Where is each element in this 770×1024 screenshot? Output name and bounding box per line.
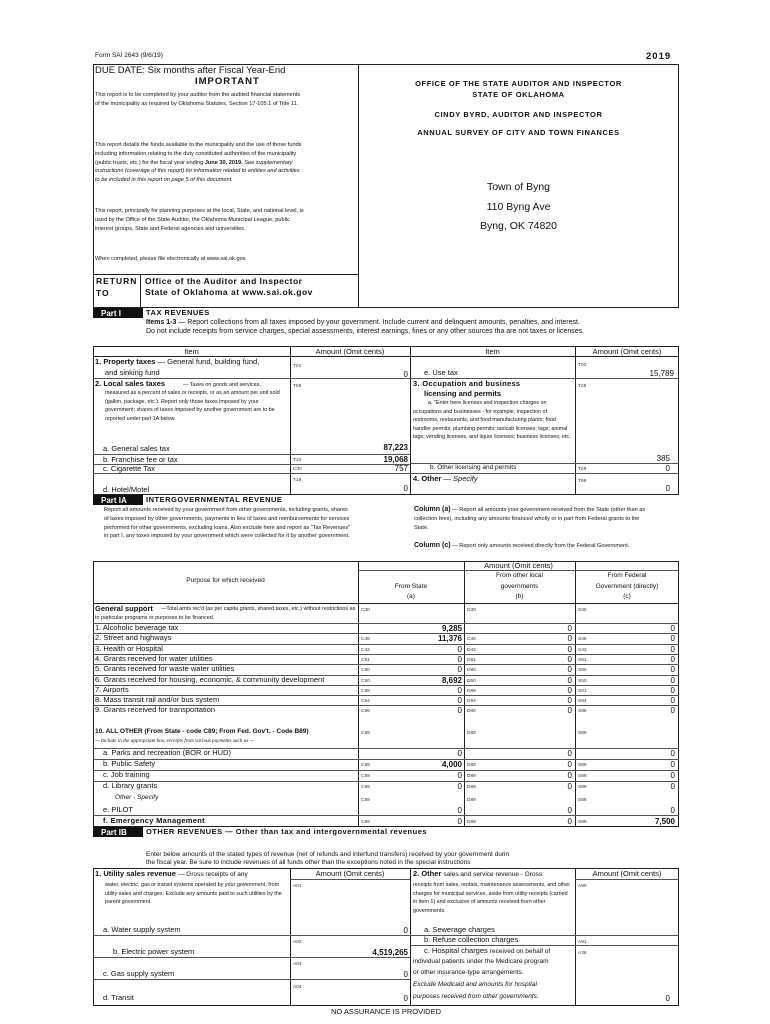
- ia-row-code-b: D80: [467, 668, 476, 674]
- ia-row-value-b[interactable]: 0: [567, 696, 572, 706]
- ia-row-code-c: S50: [578, 678, 587, 684]
- ia-row-label: 9. Grants received for transportation: [95, 705, 216, 715]
- all-other-code-c: S89: [578, 731, 587, 736]
- ia-subrow-value-a[interactable]: 4,000: [441, 760, 462, 769]
- ia-row-code-c: S86: [578, 709, 587, 715]
- use-tax-code: T00: [578, 363, 587, 368]
- gas-label: c. Gas supply system: [103, 969, 175, 978]
- survey-title: ANNUAL SURVEY OF CITY AND TOWN FINANCES: [417, 128, 620, 137]
- col-c-title: From Federal: [607, 572, 647, 579]
- ia-subrow-value-c[interactable]: 0: [670, 771, 675, 780]
- ia-row-value-c[interactable]: 0: [670, 624, 675, 633]
- property-taxes-code: T01: [293, 364, 302, 369]
- sales-taxes-code: T09: [293, 384, 302, 389]
- ia-subrow-value-a[interactable]: 0: [457, 771, 462, 780]
- emergency-code-a: C89: [361, 820, 370, 825]
- part-ia-tag: Part IA: [93, 495, 143, 505]
- ia-subrow-code-b: D89: [467, 785, 476, 790]
- ia-row-code-c: S01: [578, 688, 587, 694]
- ia-row-code-a: C50: [361, 678, 370, 684]
- other-licensing-value[interactable]: 0: [665, 464, 670, 473]
- ia-subrow-value-a[interactable]: 0: [457, 782, 462, 791]
- refuse-code: A81: [578, 940, 587, 945]
- ia-row-value-b[interactable]: 0: [567, 685, 572, 695]
- other-revenue-label: 2. Other sales and service revenue - Gross: [413, 869, 543, 878]
- gs-code-c: S30: [578, 608, 587, 613]
- emergency-code-c: S89: [578, 820, 587, 825]
- ia-row-code-b: D42: [467, 647, 476, 653]
- ia-subrow-code-c: S89: [578, 785, 587, 790]
- ia-row-label: 6. Grants received for housing, economic, & community development: [95, 674, 325, 684]
- ia-row-value-b[interactable]: 0: [567, 706, 572, 716]
- hospital-label: c. Hospital charges received on behalf of: [424, 946, 551, 955]
- row-divider: [93, 770, 679, 771]
- ia-row-value-b[interactable]: 0: [567, 665, 572, 675]
- all-other-code-a: C89: [361, 731, 370, 736]
- hospital-desc-1: individual patients under the Medicare program: [413, 958, 549, 965]
- occupation-code: T28: [578, 384, 587, 389]
- ia-row-code-c: S46: [578, 637, 587, 643]
- ia-row-label: 5. Grants received for waste water utilities: [95, 664, 235, 674]
- ia-subrow-label: b. Public Safety: [103, 759, 156, 768]
- ia-subrow-value-b[interactable]: 0: [567, 760, 572, 769]
- other-tax-code: T99: [578, 479, 587, 484]
- ia-row-value-a[interactable]: 9,285: [441, 624, 462, 633]
- ia-row-code-a: C86: [361, 709, 370, 715]
- col-item-left: Item: [184, 347, 199, 356]
- emergency-value-c[interactable]: 7,500: [654, 817, 675, 826]
- ia-subrow-label: a. Parks and recreation (BOR or HUD): [103, 748, 231, 757]
- ia-subrow-value-c[interactable]: 0: [670, 782, 675, 791]
- due-date: DUE DATE: Six months after Fiscal Year-End: [95, 65, 286, 76]
- other-licensing-label: b. Other licensing and permits: [430, 464, 517, 471]
- ia-row-value-c[interactable]: 0: [670, 706, 675, 716]
- ia-row-code-a: C91: [361, 657, 370, 663]
- intro-paragraph: This report is to be completed by your auditor from the audited financial statements of the municipality as required by Oklahoma Statutes, Section 17-105.1 of Title 11.: [95, 92, 301, 107]
- occupation-desc: a. "Enter here licenses and inspection charges on occupations and businesses - for example, inspection of restrooms, restaurants, and food manufacturing plants; food handler permits; plumbing permits; taxicab licenses; tags; animal tags; vending licenses, and liquor licenses; business licenses; etc.: [413, 400, 571, 441]
- other-tax-value[interactable]: 0: [665, 484, 670, 493]
- col-a-letter: (a): [407, 593, 415, 600]
- franchise-code: T10: [293, 458, 302, 463]
- ia-row-value-c[interactable]: 0: [670, 654, 675, 664]
- office-state: STATE OF OKLAHOMA: [472, 90, 565, 99]
- ia-row-code-a: C42: [361, 647, 370, 653]
- column-a-note: Column (a) — Report all amounts your government received from the State (other than as collection fees), including any amounts financed wholly or in part from Federal grants to the State.: [414, 506, 646, 531]
- ia-row-value-a[interactable]: 0: [457, 696, 462, 706]
- part-ia-instructions: Report all amounts received by your government from other governments, including grants, shares of taxes imposed by other governments, payments in lieu of taxes and reimbursements for services performed for other governments, excluding loans. Also exclude here and report as "Tax Revenues" in part I, any taxes imposed by your government which were collected for it by another government.: [104, 507, 351, 540]
- utility-code: A01: [293, 884, 302, 889]
- sewerage-label: a. Sewerage charges: [424, 925, 495, 934]
- part-ia-table: [93, 561, 679, 827]
- other-tax-label: 4. Other — Specify: [413, 474, 478, 483]
- other-revenue-code: A80: [578, 884, 587, 889]
- part-ib-intro-1: Enter below amounts of the stated types of revenue (net of refunds and interfund transfers) received by your government durin: [146, 851, 510, 858]
- gs-code-a: C30: [361, 608, 370, 613]
- ia-row-label: 7. Airports: [95, 684, 129, 694]
- emergency-value-b[interactable]: 0: [567, 817, 572, 826]
- occupation-label-2: licensing and permits: [424, 389, 502, 398]
- ia-subrow-label: c. Job training: [103, 770, 150, 779]
- ia-row-value-a[interactable]: 0: [457, 685, 462, 695]
- row-divider: [93, 759, 679, 760]
- property-taxes-desc: and sinking fund: [105, 368, 160, 377]
- all-other-note: — Include in the appropriate box, receipts from various payments such as —: [95, 738, 255, 744]
- part-ib-title: OTHER REVENUES — Other than tax and intergovernmental revenues: [146, 827, 428, 836]
- col-a-title: From State: [394, 583, 428, 590]
- pilot-label: e. PILOT: [103, 805, 134, 814]
- franchise-value[interactable]: 19,068: [383, 455, 408, 464]
- electric-label: b. Electric power system: [113, 947, 195, 956]
- ia-row-value-a[interactable]: 8,692: [441, 675, 462, 685]
- town-name: Town of Byng: [486, 181, 551, 193]
- cigarette-label: c. Cigarette Tax: [103, 464, 155, 473]
- return-address-line2: State of Oklahoma at www.sai.ok.gov: [145, 287, 313, 297]
- ia-row-value-a[interactable]: 0: [457, 654, 462, 664]
- return-to-label: TO: [96, 288, 110, 298]
- cigarette-code: C30: [293, 467, 302, 472]
- transit-code: A04: [293, 985, 302, 990]
- water-value[interactable]: 0: [403, 926, 408, 935]
- all-other-label: 10. ALL OTHER (From State - code C89; From Fed. Gov't. - Code B89): [95, 728, 309, 735]
- pilot-value-b[interactable]: 0: [567, 806, 572, 815]
- electric-code: A02: [293, 940, 302, 945]
- ia-subrow-code-b: D89: [467, 774, 476, 779]
- form-id: Form SAI 2643 (9/6/19): [95, 52, 163, 59]
- return-address-line1: Office of the Auditor and Inspector: [145, 276, 303, 286]
- ia-row-code-a: C89: [361, 688, 370, 694]
- important-label: IMPORTANT: [195, 76, 260, 87]
- ia-row-code-b: D91: [467, 657, 476, 663]
- emergency-value-a[interactable]: 0: [457, 817, 462, 826]
- row-divider: [93, 633, 679, 634]
- part-ia-title: INTERGOVERNMENTAL REVENUE: [146, 495, 283, 504]
- hospital-desc-2: or other insurance-type arrangements.: [413, 969, 524, 976]
- sales-taxes-label: 2. Local sales taxes: [95, 379, 166, 388]
- occupation-label: 3. Occupation and business: [413, 379, 521, 388]
- ia-row-value-a[interactable]: 0: [457, 665, 462, 675]
- form-year: 2019: [646, 51, 672, 62]
- office-title: OFFICE OF THE STATE AUDITOR AND INSPECTOR: [415, 79, 622, 88]
- general-sales-label: a. General sales tax: [103, 444, 170, 453]
- ia-row-code-c: S91: [578, 657, 587, 663]
- part-i-tag: Part I: [93, 308, 143, 318]
- other-code-c: S89: [578, 798, 587, 803]
- ia-row-value-b[interactable]: 0: [567, 624, 572, 633]
- ia-row-value-c[interactable]: 0: [670, 696, 675, 706]
- other-code-b: D89: [467, 798, 476, 803]
- ia-row-value-a[interactable]: 0: [457, 706, 462, 716]
- electric-value[interactable]: 4,519,265: [372, 948, 408, 957]
- details-paragraph: This report details the funds available to the municipality and the use of those funds including information relating to the duty constituted authorities of the municipality (public trusts, etc.) for the fiscal year ending June 30, 2019. See supplementary instructions (coverage of this report) for information related to entities and activities to be included in this report on page 5 of this document.: [95, 142, 302, 184]
- amount-header: Amount (Omit cents): [484, 561, 553, 570]
- all-other-code-b: D89: [467, 731, 476, 736]
- ia-row-value-a[interactable]: 11,376: [437, 634, 462, 644]
- col-amount-left: Amount (Omit cents): [315, 347, 385, 356]
- col-b-letter: (b): [515, 593, 524, 600]
- ia-row-value-b[interactable]: 0: [567, 654, 572, 664]
- property-taxes-label: 1. Property taxes — General fund, building fund,: [95, 357, 260, 366]
- part-ib-tag: Part IB: [93, 827, 143, 837]
- ia-row-code-c: S80: [578, 668, 587, 674]
- hotel-code: T19: [293, 478, 302, 483]
- ia-subrow-code-c: S89: [578, 774, 587, 779]
- return-label: RETURN: [96, 276, 138, 286]
- ia-row-value-c[interactable]: 0: [670, 644, 675, 654]
- hospital-code: A36: [578, 951, 587, 956]
- emergency-label: f. Emergency Management: [103, 816, 205, 825]
- ia-row-value-c[interactable]: 0: [670, 685, 675, 695]
- hospital-desc-3: Exclude Medicaid and amounts for hospital: [413, 981, 537, 988]
- ia-subrow-value-b[interactable]: 0: [567, 749, 572, 758]
- ia-subrow-code-b: D89: [467, 763, 476, 768]
- row-divider: [93, 623, 679, 624]
- part-i-title: TAX REVENUES: [146, 308, 210, 317]
- ia-row-code-a: C80: [361, 668, 370, 674]
- gs-code-b: D30: [467, 608, 476, 613]
- ia-row-value-c[interactable]: 0: [670, 665, 675, 675]
- franchise-label: b. Franchise fee or tax: [103, 455, 178, 464]
- col-amount-right: Amount (Omit cents): [592, 347, 662, 356]
- file-note: When completed, please file electronically at www.sai.ok.gov.: [95, 256, 247, 262]
- utility-desc: water, electric, gas or transit systems operated by your government, from utility sales and charges. Exclude any amounts paid to such utilities by the parent government.: [105, 882, 282, 906]
- general-support-desc: —Total amts rec'd (as per capita grants, shared taxes, etc.) without restrictions as to particular programs or purposes to be financed.: [95, 606, 356, 621]
- footer-disclaimer: NO ASSURANCE IS PROVIDED: [330, 1007, 442, 1016]
- hospital-desc-4: purposes received from other governments.: [413, 993, 539, 1000]
- other-revenue-desc: receipts from sales, rentals, maintenance assessments, and other charges for municipal services, aside from utility receipts (carried in item 1) and exclusive of amounts received from other governments.: [413, 882, 571, 914]
- row-divider: [93, 685, 679, 686]
- ia-row-value-b[interactable]: 0: [567, 644, 572, 654]
- ia-subrow-code-c: S89: [578, 763, 587, 768]
- gas-value[interactable]: 0: [403, 970, 408, 979]
- ia-row-value-a[interactable]: 0: [457, 644, 462, 654]
- ia-subrow-value-c[interactable]: 0: [670, 749, 675, 758]
- other-licensing-code: T29: [578, 467, 587, 472]
- col-b-subtitle: governments: [500, 583, 539, 590]
- ia-row-label: 3. Health or Hospital: [95, 643, 163, 653]
- town-address: 110 Byng Ave: [486, 201, 551, 213]
- sales-taxes-desc: — Taxes on goods and services, measured as a percent of sales or receipts, or as an amount per unit sold (gallon, package, etc.). Report only those taxes imposed by your government; shares of taxes imposed by another government are to be reported under part 1A below.: [105, 382, 280, 422]
- row-divider: [93, 781, 679, 782]
- part-ib-intro-2: the fiscal year. Be sure to include revenues of all funds other than the exceptions noted in the special instructions: [146, 859, 471, 866]
- ia-subrow-code-a: C89: [361, 785, 370, 790]
- use-tax-label: e. Use tax: [424, 368, 458, 377]
- pilot-value-a[interactable]: 0: [457, 806, 462, 815]
- utility-amount-header: Amount (Omit cents): [315, 869, 385, 878]
- ia-subrow-label: d. Library grants: [103, 781, 158, 790]
- utility-label: 1. Utility sales revenue — Gross receipts of any: [95, 869, 248, 878]
- purpose-header: Purpose for which received: [186, 577, 265, 584]
- office-auditor: CINDY BYRD, AUDITOR AND INSPECTOR: [434, 110, 603, 119]
- ia-subrow-value-b[interactable]: 0: [567, 771, 572, 780]
- other-code-a: C89: [361, 798, 370, 803]
- use-tax-value[interactable]: 15,789: [649, 369, 674, 378]
- transit-value[interactable]: 0: [403, 994, 408, 1003]
- ia-row-code-b: C46: [467, 637, 476, 643]
- ia-row-value-b[interactable]: 0: [567, 675, 572, 685]
- ia-row-value-b[interactable]: 0: [567, 634, 572, 644]
- town-city: Byng, OK 74820: [479, 220, 558, 232]
- col-b-title: From other local: [496, 572, 543, 579]
- ia-row-code-b: D94: [467, 699, 476, 705]
- ia-row-code-b: D50: [467, 678, 476, 684]
- ia-row-label: 8. Mass transit rail and/or bus system: [95, 695, 220, 705]
- pilot-value-c[interactable]: 0: [670, 806, 675, 815]
- ia-subrow-code-a: C89: [361, 774, 370, 779]
- gas-code: A03: [293, 962, 302, 967]
- ia-row-label: 1. Alcoholic beverage tax: [95, 623, 179, 632]
- column-c-note: Column (c) — Report only amounts received directly from the Federal Government.: [414, 542, 630, 549]
- cigarette-value[interactable]: 757: [394, 464, 408, 473]
- transit-label: d. Transit: [103, 993, 134, 1002]
- row-divider: [93, 644, 679, 645]
- ia-row-code-c: S94: [578, 699, 587, 705]
- col-item-right: Item: [485, 347, 500, 356]
- occupation-value[interactable]: 385: [656, 454, 670, 463]
- ia-row-value-c[interactable]: 0: [670, 675, 675, 685]
- other-amount-header: Amount (Omit cents): [592, 869, 662, 878]
- hospital-value[interactable]: 0: [665, 994, 670, 1003]
- planning-paragraph: This report, principally for planning purposes at the local, State, and national level, is used by the Office of the State Auditor, the Oklahoma Municipal League, public interest groups, State and Federal agencies and universities.: [95, 208, 304, 232]
- ia-subrow-value-a[interactable]: 0: [457, 749, 462, 758]
- ia-row-code-a: C94: [361, 699, 370, 705]
- ia-row-code-b: D89: [467, 688, 476, 694]
- ia-subrow-code-a: C89: [361, 763, 370, 768]
- water-label: a. Water supply system: [103, 925, 181, 934]
- ia-subrow-value-b[interactable]: 0: [567, 782, 572, 791]
- general-sales-value[interactable]: 87,223: [383, 443, 408, 452]
- ia-row-code-b: D86: [467, 709, 476, 715]
- property-taxes-value[interactable]: 0: [403, 370, 408, 379]
- emergency-code-b: D89: [467, 820, 476, 825]
- col-c-subtitle: Government (directly): [595, 583, 659, 590]
- other-specify-label: Other - Specify: [115, 794, 159, 801]
- ia-row-value-c[interactable]: 0: [670, 634, 675, 644]
- ia-row-code-c: S42: [578, 647, 587, 653]
- hotel-value[interactable]: 0: [403, 484, 408, 493]
- hotel-label: d. Hotel/Motel: [103, 485, 150, 494]
- ia-row-label: 4. Grants received for water utilities: [95, 653, 213, 663]
- ia-row-label: 2. Street and highways: [95, 633, 172, 643]
- ia-subrow-value-c[interactable]: 0: [670, 760, 675, 769]
- part-i-instructions: Items 1-3 — Report collections from all taxes imposed by your government. Include current and delinquent amounts, penalties, and interest. Do not include receipts from service charges, special assessments, interest earnings, fines or any other sources tha are not taxes or licenses.: [146, 319, 585, 335]
- general-support-label: General support: [95, 604, 153, 613]
- refuse-label: b. Refuse collection charges: [424, 935, 519, 944]
- col-c-letter: (c): [623, 593, 631, 600]
- ia-row-code-a: C46: [361, 637, 370, 643]
